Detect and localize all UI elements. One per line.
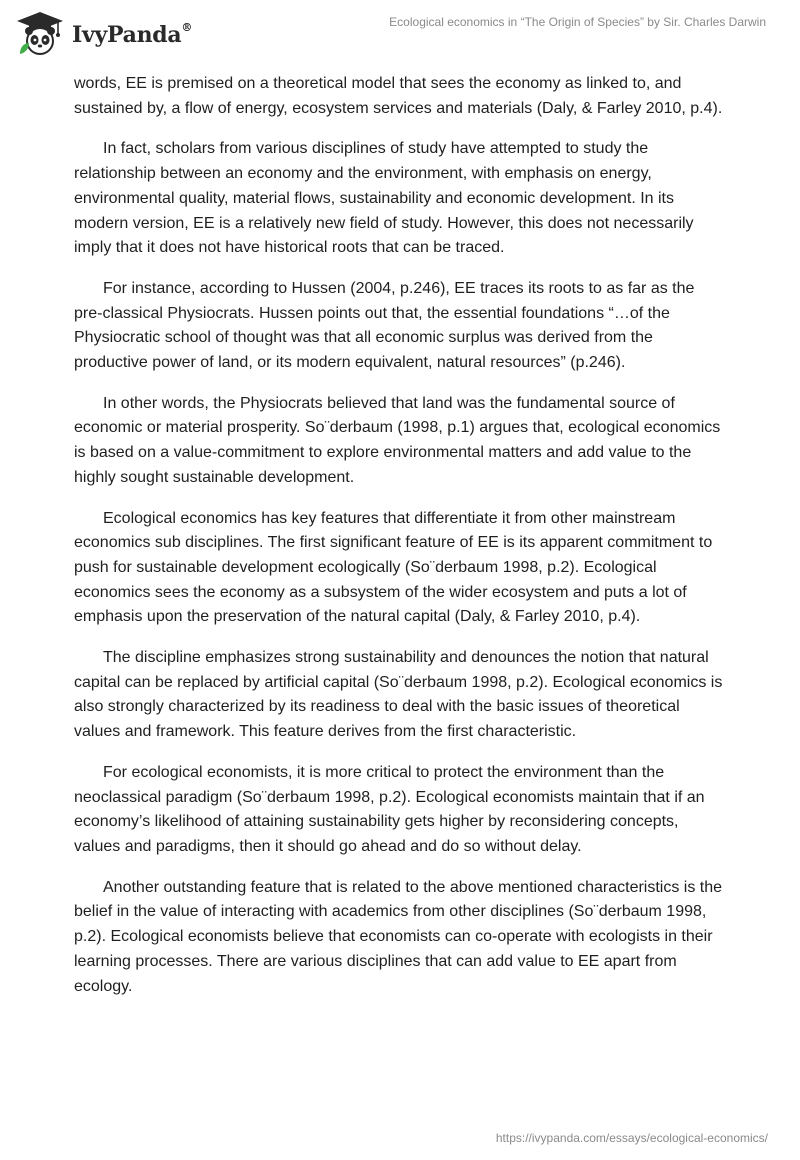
paragraph: Another outstanding feature that is related to the above mentioned characteristics is the belief in the value of interacting with academics from other disciplines (So¨derbaum 1998, p.2). Ecological economists believe that economists can co-operate with ecologists in their learning processes. There are various disciplines that can add value to EE apart from ecology. [74, 878, 723, 995]
logo-wordmark: IvyPanda® [72, 20, 193, 48]
paragraph: For instance, according to Hussen (2004, p.246), EE traces its roots to as far as the pre-classical Physiocrats. Hussen points out that, the essential foundations “…of the Physiocratic school of thought was that all economic surplus was derived from the productive power of land, or its modern equivalent, natural resources” (p.246). [74, 279, 695, 372]
paragraph: In fact, scholars from various disciplines of study have attempted to study the relationship between an economy and the environment, with emphasis on energy, environmental quality, material flows, sustainability and economic development. In its modern version, EE is a relatively new field of study. However, this does not necessarily imply that it does not have historical roots that can be traced. [74, 140, 694, 257]
paragraph: words, EE is premised on a theoretical model that sees the economy as linked to, and sustained by, a flow of energy, ecosystem services and materials (Daly, & Farley 2010, p.4). [74, 75, 723, 117]
registered-mark: ® [181, 20, 193, 34]
panda-graduate-icon [14, 10, 66, 56]
page-header [0, 0, 800, 70]
source-url[interactable]: https://ivypanda.com/essays/ecological-economics/ [495, 1131, 768, 1145]
paragraph: The discipline emphasizes strong sustainability and denounces the notion that natural capital can be replaced by artificial capital (So¨derbaum 1998, p.2). Ecological economics is also strongly characterized by its readiness to deal with the basic issues of theoretical values and framework. This feature derives from the first characteristic. [74, 649, 723, 741]
paragraph: Ecological economics has key features that differentiate it from other mainstream economics sub disciplines. The first significant feature of EE is its apparent commitment to push for sustainable development ecologically (So¨derbaum 1998, p.2). Ecological economics sees the economy as a subsystem of the wider ecosystem and puts a lot of emphasis upon the preservation of the natural capital (Daly, & Farley 2010, p.4). [74, 509, 713, 626]
ivypanda-logo[interactable] [14, 10, 192, 56]
document-title: Ecological economics in “The Origin of Species” by Sir. Charles Darwin [389, 15, 766, 29]
paragraph: For ecological economists, it is more critical to protect the environment than the neoclassical paradigm (So¨derbaum 1998, p.2). Ecological economists maintain that if an economy’s likelihood of attaining sustainability gets higher by reconsidering concepts, values and paradigms, then it should go ahead and do so without delay. [74, 763, 705, 855]
essay-body [74, 72, 726, 1015]
paragraph: In other words, the Physiocrats believed that land was the fundamental source of economic or material prosperity. So¨derbaum (1998, p.1) argues that, ecological economics is based on a value-commitment to explore environmental matters and add value to the highly sought sustainable development. [74, 394, 721, 486]
